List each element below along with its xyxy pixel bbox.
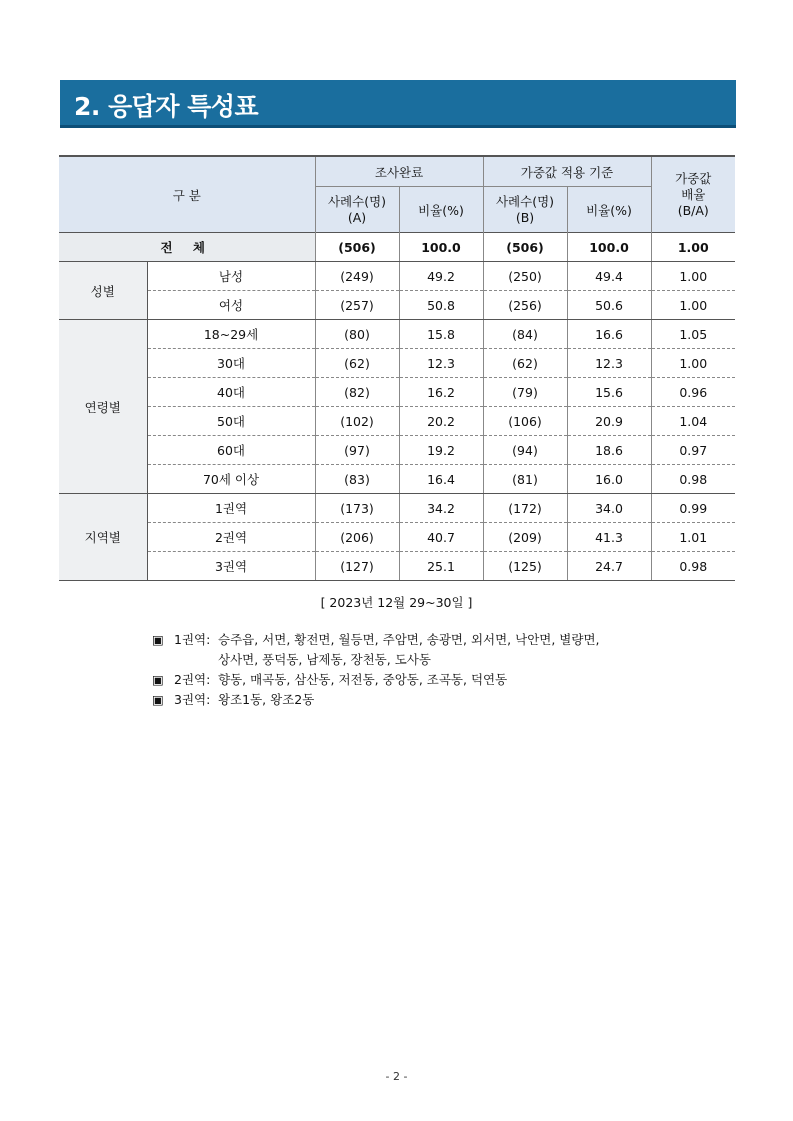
cell-count-a: (62) [315, 349, 399, 378]
cell-count-b: (125) [483, 552, 567, 581]
note-text: 승주읍, 서면, 황전면, 월등면, 주암면, 송광면, 외서면, 낙안면, 별량면, [218, 632, 600, 647]
table-row [59, 523, 735, 552]
cell-count-b: (81) [483, 465, 567, 494]
cell-count-b: (62) [483, 349, 567, 378]
category-label: 연령별 [59, 320, 147, 494]
table-row [59, 436, 735, 465]
cell-ratio-b: 15.6 [567, 378, 651, 407]
cell-ratio-b: 50.6 [567, 291, 651, 320]
note-text: 왕조1동, 왕조2동 [218, 692, 315, 707]
cell-ratio-b: 12.3 [567, 349, 651, 378]
table-row [59, 552, 735, 581]
table-row [59, 407, 735, 436]
sub-header-count-a: 사례수(명) (A) [315, 187, 399, 233]
group-header-weighted: 가중값 적용 기준 [483, 156, 651, 187]
cell-weight-ratio: 1.05 [651, 320, 735, 349]
section-title: 2. 응답자 특성표 [74, 92, 259, 121]
cell-weight-ratio: 1.00 [651, 291, 735, 320]
sub-header-ratio-b: 비율(%) [567, 187, 651, 233]
total-ratio-a: 100.0 [399, 233, 483, 262]
row-label: 3권역 [147, 552, 315, 581]
cell-ratio-a: 49.2 [399, 262, 483, 291]
cell-weight-ratio: 0.97 [651, 436, 735, 465]
row-label: 30대 [147, 349, 315, 378]
sub-header-count-b: 사례수(명) (B) [483, 187, 567, 233]
cell-count-b: (84) [483, 320, 567, 349]
cell-weight-ratio: 0.96 [651, 378, 735, 407]
row-label: 40대 [147, 378, 315, 407]
cell-ratio-a: 34.2 [399, 494, 483, 523]
table-row [59, 262, 735, 291]
row-label: 남성 [147, 262, 315, 291]
cell-count-a: (173) [315, 494, 399, 523]
note-item [152, 630, 600, 670]
cell-count-b: (79) [483, 378, 567, 407]
row-label: 50대 [147, 407, 315, 436]
cell-ratio-b: 18.6 [567, 436, 651, 465]
table-row [59, 320, 735, 349]
cell-count-a: (257) [315, 291, 399, 320]
cell-ratio-b: 34.0 [567, 494, 651, 523]
row-label: 2권역 [147, 523, 315, 552]
total-weight-ratio: 1.00 [651, 233, 735, 262]
cell-ratio-a: 15.8 [399, 320, 483, 349]
cell-count-a: (80) [315, 320, 399, 349]
row-label: 1권역 [147, 494, 315, 523]
cell-count-a: (97) [315, 436, 399, 465]
respondent-characteristics-table [59, 155, 735, 581]
row-label: 여성 [147, 291, 315, 320]
note-region-label: 1권역: [174, 632, 211, 647]
cell-count-a: (249) [315, 262, 399, 291]
cell-ratio-a: 20.2 [399, 407, 483, 436]
cell-count-b: (250) [483, 262, 567, 291]
row-label: 18~29세 [147, 320, 315, 349]
note-text: 상사면, 풍덕동, 남제동, 장천동, 도사동 [218, 652, 431, 667]
weight-ratio-header: 가중값 배율 (B/A) [651, 156, 735, 233]
cell-ratio-a: 40.7 [399, 523, 483, 552]
note-region-label: 3권역: [174, 692, 211, 707]
section-title-bar [60, 80, 736, 128]
sub-header-ratio-a: 비율(%) [399, 187, 483, 233]
row-label: 70세 이상 [147, 465, 315, 494]
cell-count-b: (209) [483, 523, 567, 552]
cell-weight-ratio: 0.99 [651, 494, 735, 523]
note-region-label: 2권역: [174, 672, 211, 687]
category-label: 지역별 [59, 494, 147, 581]
cell-ratio-b: 49.4 [567, 262, 651, 291]
total-count-b: (506) [483, 233, 567, 262]
cell-count-b: (256) [483, 291, 567, 320]
cell-weight-ratio: 1.00 [651, 262, 735, 291]
total-label: 전 체 [59, 233, 315, 262]
cell-count-b: (172) [483, 494, 567, 523]
cell-ratio-a: 25.1 [399, 552, 483, 581]
table-row [59, 494, 735, 523]
square-bullet-icon: ▣ [152, 632, 164, 647]
row-label: 60대 [147, 436, 315, 465]
cell-ratio-a: 12.3 [399, 349, 483, 378]
total-count-a: (506) [315, 233, 399, 262]
total-row [59, 233, 735, 262]
page-number: - 2 - [385, 1070, 408, 1083]
note-text: 향동, 매곡동, 삼산동, 저전동, 중앙동, 조곡동, 덕연동 [218, 672, 508, 687]
cell-ratio-b: 24.7 [567, 552, 651, 581]
cell-ratio-a: 16.2 [399, 378, 483, 407]
cell-count-a: (83) [315, 465, 399, 494]
corner-header: 구 분 [59, 156, 315, 233]
category-label: 성별 [59, 262, 147, 320]
square-bullet-icon: ▣ [152, 672, 164, 687]
cell-ratio-a: 50.8 [399, 291, 483, 320]
cell-weight-ratio: 1.01 [651, 523, 735, 552]
cell-weight-ratio: 0.98 [651, 552, 735, 581]
cell-ratio-a: 19.2 [399, 436, 483, 465]
table-row [59, 465, 735, 494]
table-row [59, 349, 735, 378]
cell-count-a: (82) [315, 378, 399, 407]
cell-count-a: (206) [315, 523, 399, 552]
cell-ratio-b: 41.3 [567, 523, 651, 552]
region-notes [152, 630, 600, 710]
cell-count-a: (102) [315, 407, 399, 436]
note-item [152, 690, 600, 710]
group-header-survey-complete: 조사완료 [315, 156, 483, 187]
cell-weight-ratio: 0.98 [651, 465, 735, 494]
cell-count-b: (94) [483, 436, 567, 465]
total-ratio-b: 100.0 [567, 233, 651, 262]
cell-ratio-b: 16.6 [567, 320, 651, 349]
survey-date: [ 2023년 12월 29~30일 ] [320, 595, 473, 610]
cell-count-a: (127) [315, 552, 399, 581]
square-bullet-icon: ▣ [152, 692, 164, 707]
cell-ratio-b: 20.9 [567, 407, 651, 436]
table-row [59, 291, 735, 320]
cell-count-b: (106) [483, 407, 567, 436]
table-row [59, 378, 735, 407]
note-item [152, 670, 600, 690]
cell-weight-ratio: 1.00 [651, 349, 735, 378]
cell-weight-ratio: 1.04 [651, 407, 735, 436]
cell-ratio-a: 16.4 [399, 465, 483, 494]
cell-ratio-b: 16.0 [567, 465, 651, 494]
